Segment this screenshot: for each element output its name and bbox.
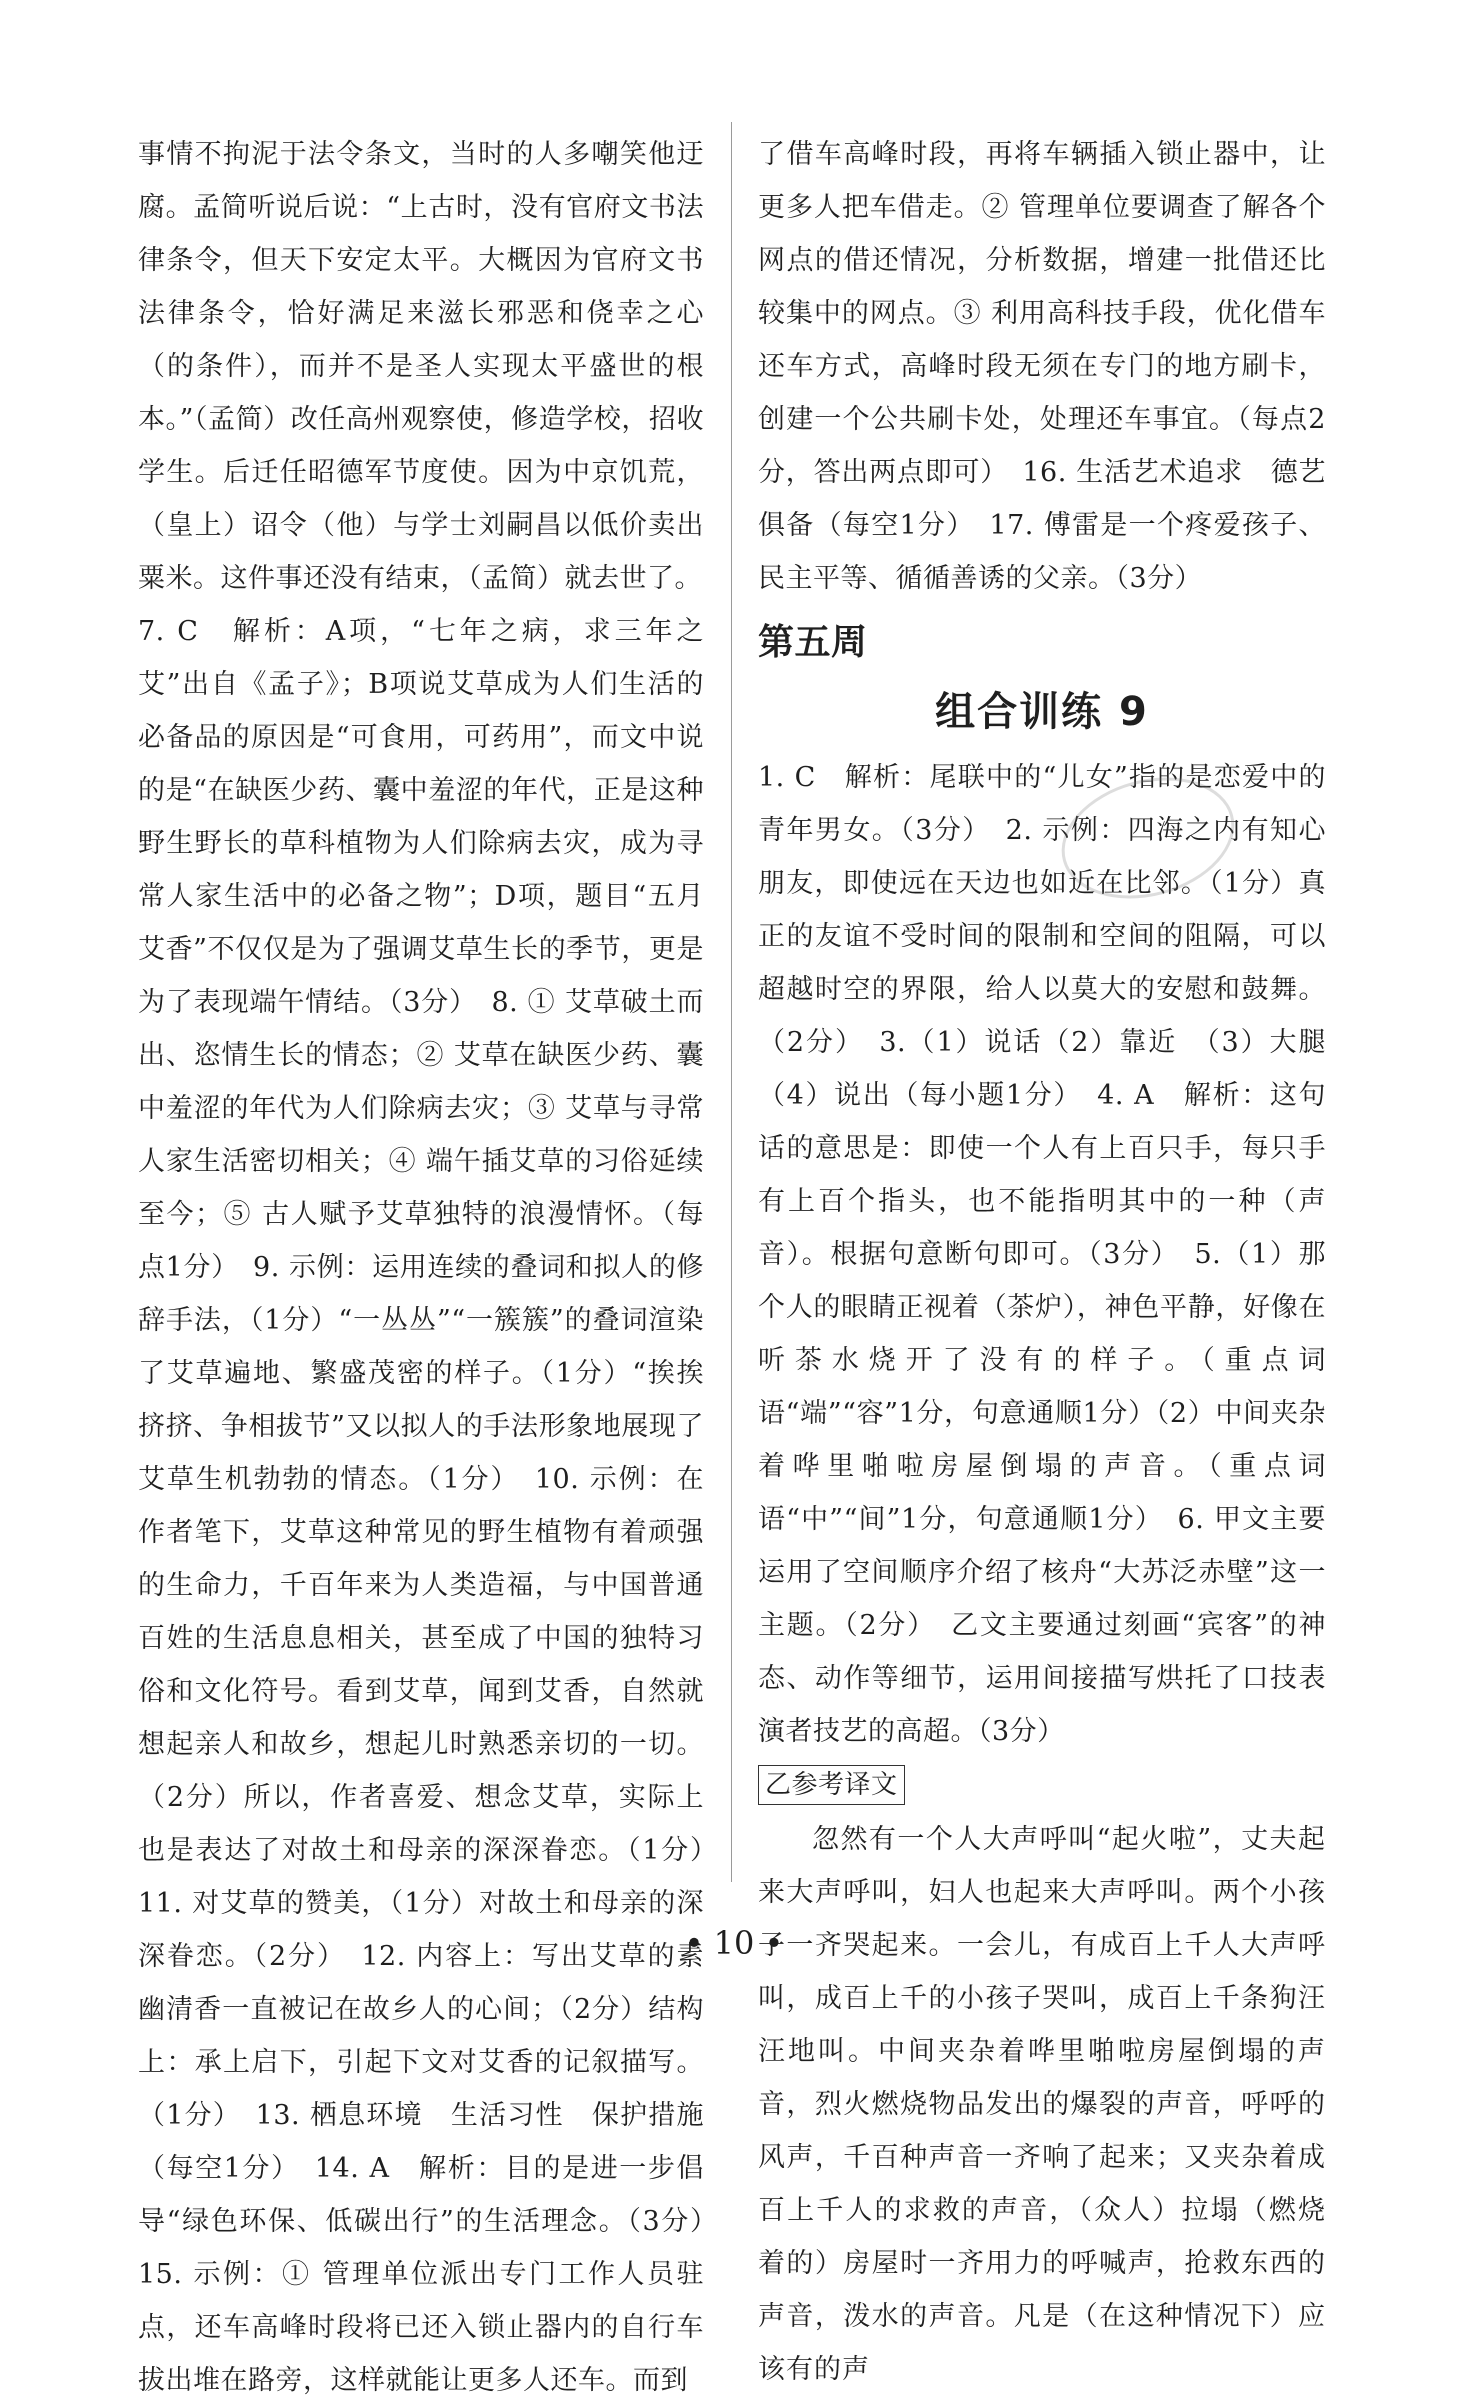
left-paragraph-answers: 7. C 解析：A项，“七年之病，求三年之艾”出自《孟子》；B项说艾草成为人们生活的必备品的原因是“可食用，可药用”，而文中说的是“在缺医少药、囊中羞涩的年代，正是这种野生野长的草科植物为人们除病去灾，成为寻常人家生活中的必备之物”；D项，题目“五月艾香”不仅仅是为了强调艾草生长的季节，更是为了表现端午情结。（3分） 8. ① 艾草破土而出、恣情生长的情态；② 艾草在缺医少药、囊中羞涩的年代为人们除病去灾；③ 艾草与寻常人家生活密切相关；④ 端午插艾草的习俗延续至今；⑤ 古人赋予艾草独特的浪漫情怀。（每点1分） 9. 示例：运用连续的叠词和拟人的修辞手法，（1分）“一丛丛”“一簇簇”的叠词渲染了艾草遍地、繁盛茂密的样子。（1分）“挨挨挤挤、争相拔节”又以拟人的手法形象地展现了艾草生机勃勃的情态。（1分） 10. 示例：在作者笔下，艾草这种常见的野生植物有着顽强的生命力，千百年来为人类造福，与中国普通百姓的生活息息相关，甚至成了中国的独特习俗和文化符号。看到艾草，闻到艾香，自然就想起亲人和故乡，想起儿时熟悉亲切的一切。（2分）所以，作者喜爱、想念艾草，实际上也是表达了对故土和母亲的深深眷恋。（1分） 11. 对艾草的赞美，（1分）对故土和母亲的深深眷恋。（2分） 12. 内容上：写出艾草的素幽清香一直被记在故乡人的心间；（2分）结构上：承上启下，引起下文对艾香的记叙描写。（1分） 13. 栖息环境 生活习性 保护措施（每空1分） 14. A 解析：目的是进一步倡导“绿色环保、低碳出行”的生活理念。（3分） 15. 示例：① 管理单位派出专门工作人员驻点，还车高峰时段将已还入锁止器内的自行车拔出堆在路旁，这样就能让更多人还车。而到 (138, 616, 732, 2396)
week-title: 第五周 (758, 622, 868, 663)
right-paragraph-intro: 了借车高峰时段，再将车辆插入锁止器中，让更多人把车借走。② 管理单位要调查了解各个网点的借还情况，分析数据，增建一批借还比较集中的网点。③ 利用高科技手段，优化借车还车方式，高峰时段无须在专门的地方刷卡，创建一个公共刷卡处，处理还车事宜。（每点2分，答出两点即可） 16. 生活艺术追求 德艺俱备（每空1分） 17. 傅雷是一个疼爱孩子、民主平等、循循善诱的父亲。（3分） (758, 139, 1326, 594)
translation-paragraph: 忽然有一个人大声呼叫“起火啦”，丈夫起来大声呼叫，妇人也起来大声呼叫。两个小孩子一齐哭起来。一会儿，有成百上千人大声呼叫，成百上千的小孩子哭叫，成百上千条狗汪汪地叫。中间夹杂着哗里啪啦房屋倒塌的声音，烈火燃烧物品发出的爆裂的声音，呼呼的风声，千百种声音一齐响了起来；又夹杂着成百上千人的求救的声音，（众人）拉塌（燃烧着的）房屋时一齐用力的呼喊声，抢救东西的声音，泼水的声音。凡是（在这种情况下）应该有的声 (758, 1824, 1326, 2385)
right-paragraph-answers: 1. C 解析：尾联中的“儿女”指的是恋爱中的青年男女。（3分） 2. 示例：四海之内有知心朋友，即使远在天边也如近在比邻。（1分）真正的友谊不受时间的限制和空间的阻隔，可以超越时空的界限，给人以莫大的安慰和鼓舞。（2分） 3.（1）说话（2）靠近 （3）大腿 （4）说出（每小题1分） 4. A 解析：这句话的意思是：即使一个人有上百只手，每只手有上百个指头，也不能指明其中的一种（声音）。根据句意断句即可。（3分） 5.（1）那个人的眼睛正视着（茶炉），神色平静，好像在听茶水烧开了没有的样子。（重点词语“端”“容”1分，句意通顺1分）（2）中间夹杂着哗里啪啦房屋倒塌的声音。（重点词语“中”“间”1分，句意通顺1分） 6. 甲文主要运用了空间顺序介绍了核舟“大苏泛赤壁”这一主题。（2分） 乙文主要通过刻画“宾客”的神态、动作等细节，运用间接描写烘托了口技表演者技艺的高超。（3分） (758, 762, 1354, 1747)
left-column (138, 128, 732, 2407)
section-title: 组合训练 9 (935, 689, 1149, 735)
translation-label: 乙参考译文 (758, 1765, 905, 1805)
page-number: • 10 • (684, 1924, 784, 1962)
left-paragraph-translation: 事情不拘泥于法令条文，当时的人多嘲笑他迂腐。孟简听说后说：“上古时，没有官府文书法律条令，但天下安定太平。大概因为官府文书法律条令，恰好满足来滋长邪恶和侥幸之心（的条件），而并不是圣人实现太平盛世的根本。”（孟简）改任高州观察使，修造学校，招收学生。后迁任昭德军节度使。因为中京饥荒，（皇上）诏令（他）与学士刘嗣昌以低价卖出粟米。这件事还没有结束，（孟简）就去世了。 (138, 139, 704, 594)
right-column (758, 128, 1354, 2396)
column-divider (731, 122, 732, 1882)
